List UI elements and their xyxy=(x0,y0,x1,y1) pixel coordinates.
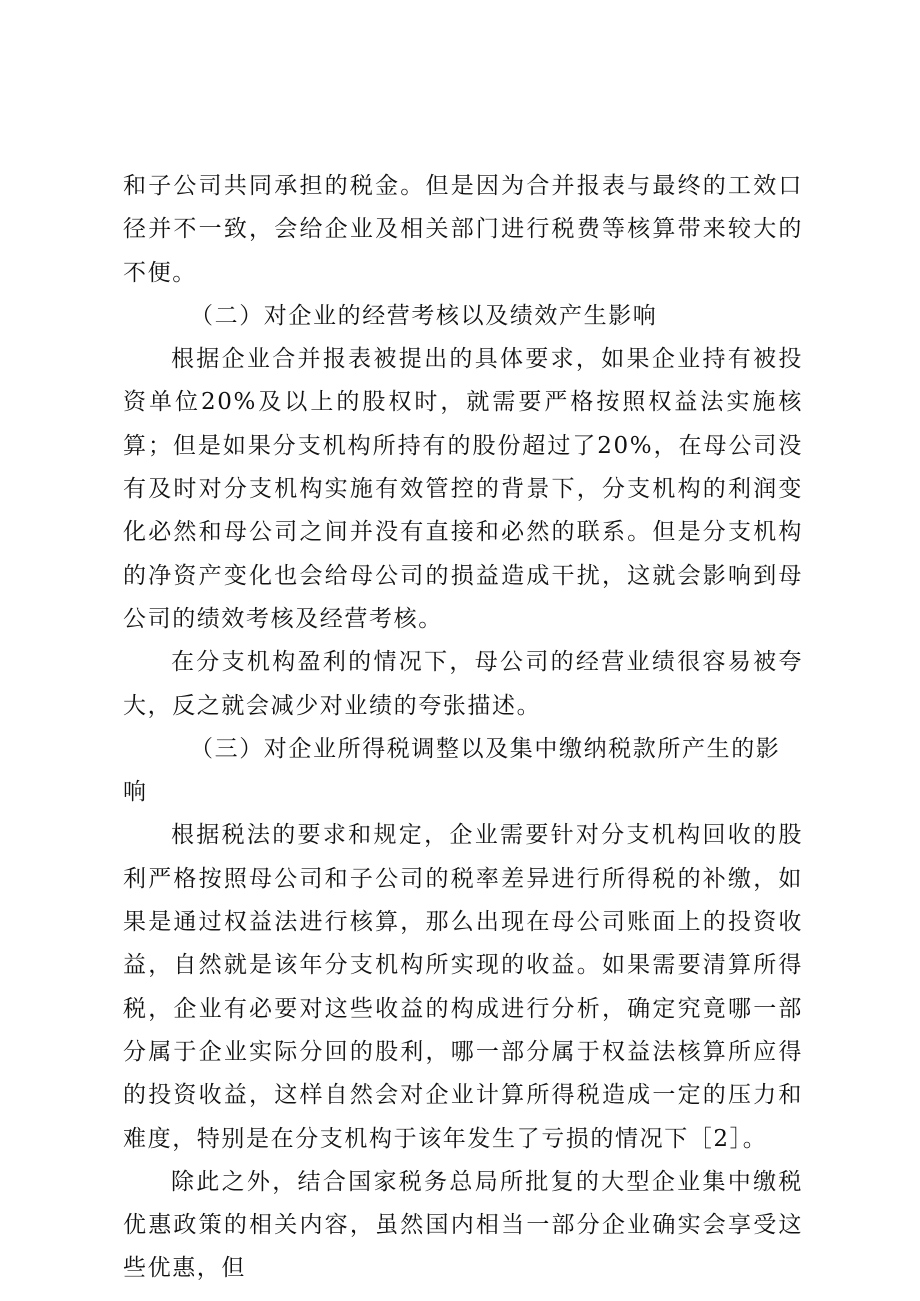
section-heading-3: （三）对企业所得税调整以及集中缴纳税款所产生的影响 xyxy=(123,735,781,806)
section-heading-2: （二）对企业的经营考核以及绩效产生影响 xyxy=(190,302,658,329)
paragraph-preferential-policy: 除此之外，结合国家税务总局所批复的大型企业集中缴税优惠政策的相关内容，虽然国内相当一部分企业确实会享受这些优惠，但 xyxy=(123,1168,803,1282)
paragraph-income-tax: 根据税法的要求和规定，企业需要针对分支机构回收的股利严格按照母公司和子公司的税率差异进行所得税的补缴，如果是通过权益法进行核算，那么出现在母公司账面上的投资收益，自然就是该年分支机构所实现的收益。如果需要清算所得税，企业有必要对这些收益的构成进行分析，确定究竟哪一部分属于企业实际分回的股利，哪一部分属于权益法核算所应得的投资收益，这样自然会对企业计算所得税造成一定的压力和难度，特别是在分支机构于该年发生了亏损的情况下［2］。 xyxy=(123,822,803,1152)
paragraph-profit-case: 在分支机构盈利的情况下，母公司的经营业绩很容易被夸大，反之就会减少对业绩的夸张描述。 xyxy=(123,649,803,719)
document-body xyxy=(123,165,803,1291)
paragraph-tax-burden: 和子公司共同承担的税金。但是因为合并报表与最终的工效口径并不一致，会给企业及相关部门进行税费等核算带来较大的不便。 xyxy=(123,173,803,286)
paragraph-equity-method: 根据企业合并报表被提出的具体要求，如果企业持有被投资单位20%及以上的股权时，就需要严格按照权益法实施核算；但是如果分支机构所持有的股份超过了20%，在母公司没有及时对分支机构实施有效管控的背景下，分支机构的利润变化必然和母公司之间并没有直接和必然的联系。但是分支机构的净资产变化也会给母公司的损益造成干扰，这就会影响到母公司的绩效考核及经营考核。 xyxy=(123,346,803,632)
